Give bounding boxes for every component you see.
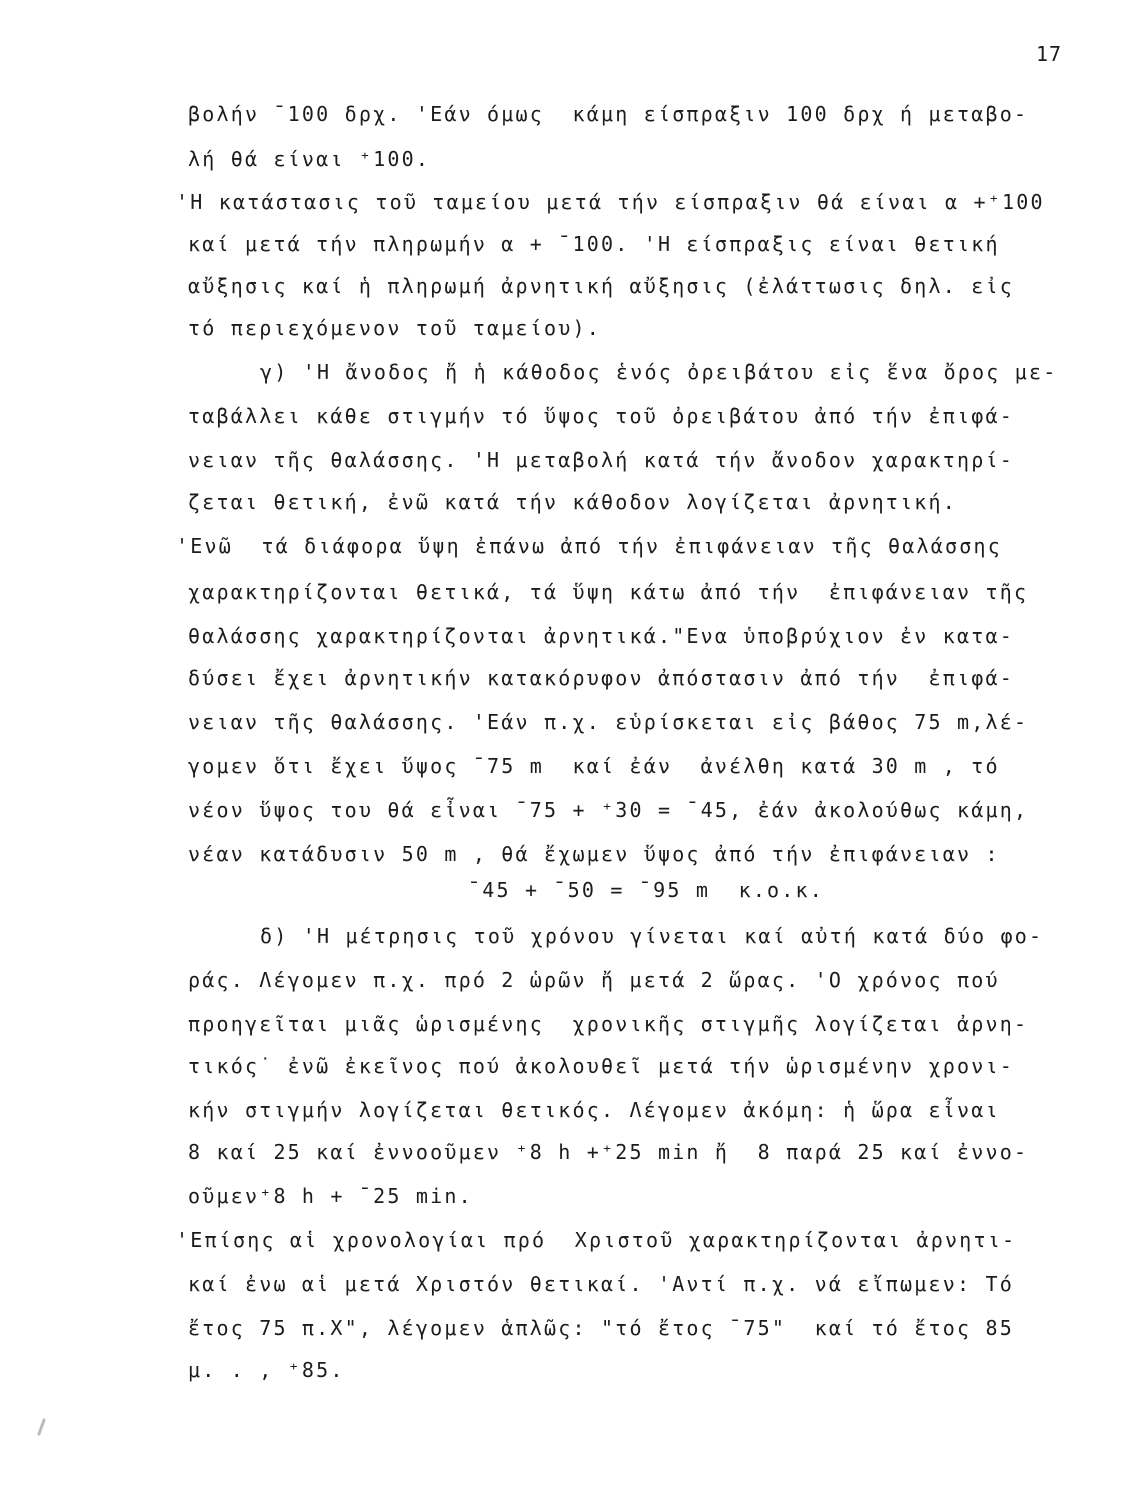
text-line: δύσει ἔχει ἀρνητικήν κατακόρυφον ἀπόστασιν ἀπό τήν ἐπιφά- <box>188 666 1014 690</box>
text-line: 'Η κατάστασις τοῦ ταμείου μετά τήν είσπραξιν θά είναι α +⁺100 <box>176 190 1045 214</box>
text-line: κήν στιγμήν λογίζεται θετικός. Λέγομεν ἀκόμη: ἡ ὥρα εἶναι <box>188 1098 1000 1122</box>
text-line: νειαν τῆς θαλάσσης. 'Εάν π.χ. εὑρίσκεται εἰς βάθος 75 m,λέ- <box>188 710 1029 734</box>
text-line: καί ἐνω αἱ μετά Χριστόν θετικαί. 'Αντί π.χ. νά εἴπωμεν: Τό <box>188 1272 1014 1296</box>
equation-line: ¯45 + ¯50 = ¯95 m κ.ο.κ. <box>468 878 825 902</box>
text-line: καί μετά τήν πληρωμήν α + ¯100. 'Η είσπραξις είναι θετική <box>188 232 1000 256</box>
text-line: 'Ενῶ τά διάφορα ὕψη ἐπάνω ἀπό τήν ἐπιφάνειαν τῆς θαλάσσης <box>176 534 1002 558</box>
text-line: νέον ὕψος του θά εἶναι ¯75 + ⁺30 = ¯45, ἐάν ἀκολούθως κάμη, <box>188 798 1029 822</box>
text-line: δ) 'Η μέτρησις τοῦ χρόνου γίνεται καί αὐτή κατά δύο φο- <box>260 924 1044 948</box>
text-line: νέαν κατάδυσιν 50 m , θά ἔχωμεν ὕψος ἀπό τήν ἐπιφάνειαν : <box>188 842 1000 866</box>
text-line: αὔξησις καί ἡ πληρωμή ἀρνητική αὔξησις (ἐλάττωσις δηλ. εἰς <box>188 274 1014 298</box>
text-line: ζεται θετική, ἐνῶ κατά τήν κάθοδον λογίζεται ἀρνητική. <box>188 490 958 514</box>
text-line: γ) 'Η ἄνοδος ἤ ἡ κάθοδος ἑνός ὀρειβάτου εἰς ἕνα ὄρος με- <box>260 360 1058 384</box>
scan-mark <box>37 1418 46 1436</box>
page-number: 17 <box>1036 42 1063 66</box>
text-line: μ. . , ⁺85. <box>188 1358 345 1382</box>
text-line: νειαν τῆς θαλάσσης. 'Η μεταβολή κατά τήν ἄνοδον χαρακτηρί- <box>188 448 1014 472</box>
text-line: ταβάλλει κάθε στιγμήν τό ὕψος τοῦ ὀρειβάτου ἀπό τήν ἐπιφά- <box>188 404 1014 428</box>
text-line: χαρακτηρίζονται θετικά, τά ὕψη κάτω ἀπό τήν ἐπιφάνειαν τῆς <box>188 580 1029 604</box>
text-line: 8 καί 25 καί ἐννοοῦμεν ⁺8 h +⁺25 min ἤ 8 παρά 25 καί ἐννο- <box>188 1140 1029 1164</box>
text-line: τό περιεχόμενον τοῦ ταμείου). <box>188 316 601 340</box>
text-line: οῦμεν⁺8 h + ¯25 min. <box>188 1184 473 1208</box>
text-line: βολήν ¯100 δρχ. 'Εάν όμως κάμη είσπραξιν 100 δρχ ή μεταβο- <box>188 102 1029 126</box>
text-line: τικός˙ ἐνῶ ἐκεῖνος πού ἀκολουθεῖ μετά τήν ὡρισμένην χρονι- <box>188 1054 1014 1078</box>
text-line: προηγεῖται μιᾶς ὡρισμένης χρονικῆς στιγμῆς λογίζεται ἀρνη- <box>188 1012 1029 1036</box>
text-line: 'Επίσης αἱ χρονολογίαι πρό Χριστοῦ χαρακτηρίζονται ἀρνητι- <box>176 1228 1017 1252</box>
text-line: λή θά είναι ⁺100. <box>188 147 431 171</box>
text-line: γομεν ὅτι ἔχει ὕψος ¯75 m καί ἐάν ἀνέλθη κατά 30 m , τό <box>188 754 1000 778</box>
text-line: θαλάσσης χαρακτηρίζονται ἀρνητικά."Ενα ὑποβρύχιον ἐν κατα- <box>188 624 1014 648</box>
text-line: ράς. Λέγομεν π.χ. πρό 2 ὡρῶν ἤ μετά 2 ὥρας. 'Ο χρόνος πού <box>188 968 1000 992</box>
text-line: ἔτος 75 π.Χ", λέγομεν ἁπλῶς: "τό ἔτος ¯75" καί τό ἔτος 85 <box>188 1316 1014 1340</box>
